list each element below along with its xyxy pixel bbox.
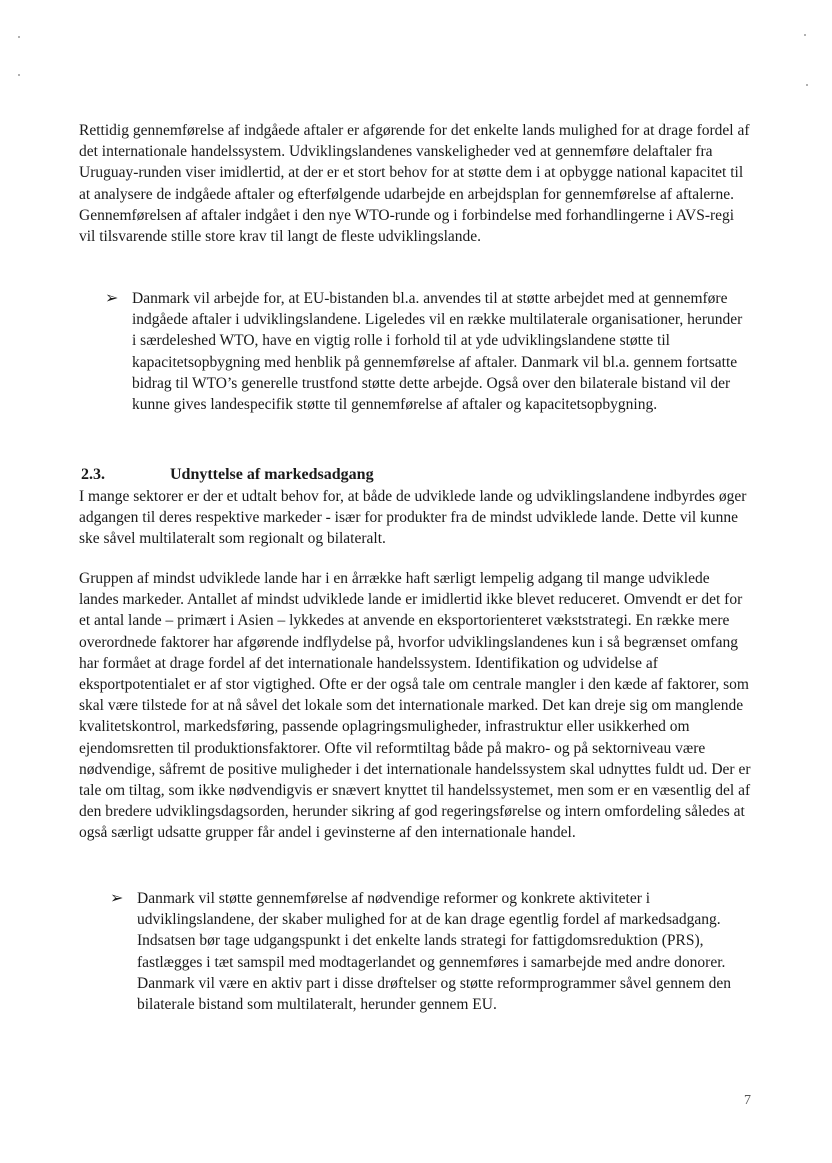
section-number: 2.3. (81, 466, 105, 483)
bullet-arrow-icon: ➢ (105, 290, 119, 307)
scan-speck (18, 74, 20, 76)
intro-paragraph: Rettidig gennemførelse af indgåede aftaler er afgørende for det enkelte lands mulighed for at drage fordel af det internationale handelssystem. Udviklingslandenes vanskeligheder ved at gennemføre delaftaler fra Uruguay-runden viser imidlertid, at der er et stort behov for at støtte dem i at opbygge national kapacitet til at analysere de indgåede aftaler og efterfølgende udarbejde en arbejdsplan for gennemførelse af aftalerne. Gennemførelsen af aftaler indgået i den nye WTO-runde og i forbindelse med forhandlingerne i AVS-regi vil tilsvarende stille store krav til langt de fleste udviklingslande. (79, 122, 750, 246)
bullet-eu-assistance (105, 288, 750, 415)
scan-speck (804, 34, 806, 36)
scan-speck (18, 36, 20, 38)
section-heading (81, 466, 751, 484)
market-access-paragraph-2: Gruppen af mindst udviklede lande har i en årrække haft særligt lempelig adgang til mange udviklede landes markeder. Antallet af mindst udviklede lande er imidlertid ikke blevet reduceret. Omvendt er det for et antal lande – primært i Asien – lykkedes at anvende en eksportorienteret vækststrategi. En række mere overordnede faktorer har afgørende indflydelse på, hvorfor udviklingslandenes kun i så begrænset omfang har formået at drage fordel af det internationale handelssystem. Identifikation og udvidelse af eksportpotentialet er af stor vigtighed. Ofte er der også tale om centrale mangler i den kæde af faktorer, som skal være tilstede for at nå såvel det lokale som det internationale marked. Det kan dreje sig om manglende kvalitetskontrol, markedsføring, passende oplagringsmuligheder, infrastruktur eller usikkerhed om ejendomsretten til produktionsfaktorer. Ofte vil reformtiltag både på makro- og på sektorniveau være nødvendige, såfremt de positive muligheder i det internationale handelssystem skal udnyttes fuldt ud. Der er tale om tiltag, som ikke nødvendigvis er snævert knyttet til handelssystemet, men som er en væsentlig del af den bredere udviklingsdagsorden, herunder sikring af god regeringsførelse og intern omfordeling således at også særligt udsatte grupper får andel i gevinsterne af den internationale handel. (79, 570, 751, 842)
scan-speck (806, 84, 808, 86)
bullet-text: Danmark vil arbejde for, at EU-bistanden bl.a. anvendes til at støtte arbejdet med at gennemføre indgåede aftaler i udviklingslandene. Ligeledes vil en række multilaterale organisationer, herunder i særdeleshed WTO, have en vigtig rolle i forhold til at yde udviklingslandene støtte til kapacitetsopbygning med henblik på gennemførelse af aftaler. Danmark vil bl.a. gennem fortsatte bidrag til WTO’s generelle trustfond støtte dette arbejde. Også over den bilaterale bistand vil der kunne gives landespecifik støtte til gennemførelse af aftaler og kapacitetsopbygning. (132, 290, 743, 414)
bullet-text: Danmark vil støtte gennemførelse af nødvendige reformer og konkrete aktiviteter i udviklingslandene, der skaber mulighed for at de kan drage egentlig fordel af markedsadgang. Indsatsen bør tage udgangspunkt i det enkelte lands strategi for fattigdomsreduktion (PRS), fastlægges i tæt samspil med modtagerlandet og gennemføres i samarbejde med andre donorer. Danmark vil være en aktiv part i disse drøftelser og støtte reformprogrammer såvel gennem den bilaterale bistand som multilateralt, herunder gennem EU. (137, 890, 731, 1014)
section-title: Udnyttelse af markedsadgang (170, 466, 374, 483)
market-access-paragraph-1: I mange sektorer er der et udtalt behov for, at både de udviklede lande og udviklingslandene indbyrdes øger adgangen til deres respektive markeder - især for produkter fra de mindst udviklede lande. Dette vil kunne ske såvel multilateralt som regionalt og bilateralt. (79, 488, 747, 548)
bullet-reforms (110, 888, 749, 1015)
page-number: 7 (744, 1093, 751, 1108)
bullet-arrow-icon: ➢ (110, 890, 124, 907)
